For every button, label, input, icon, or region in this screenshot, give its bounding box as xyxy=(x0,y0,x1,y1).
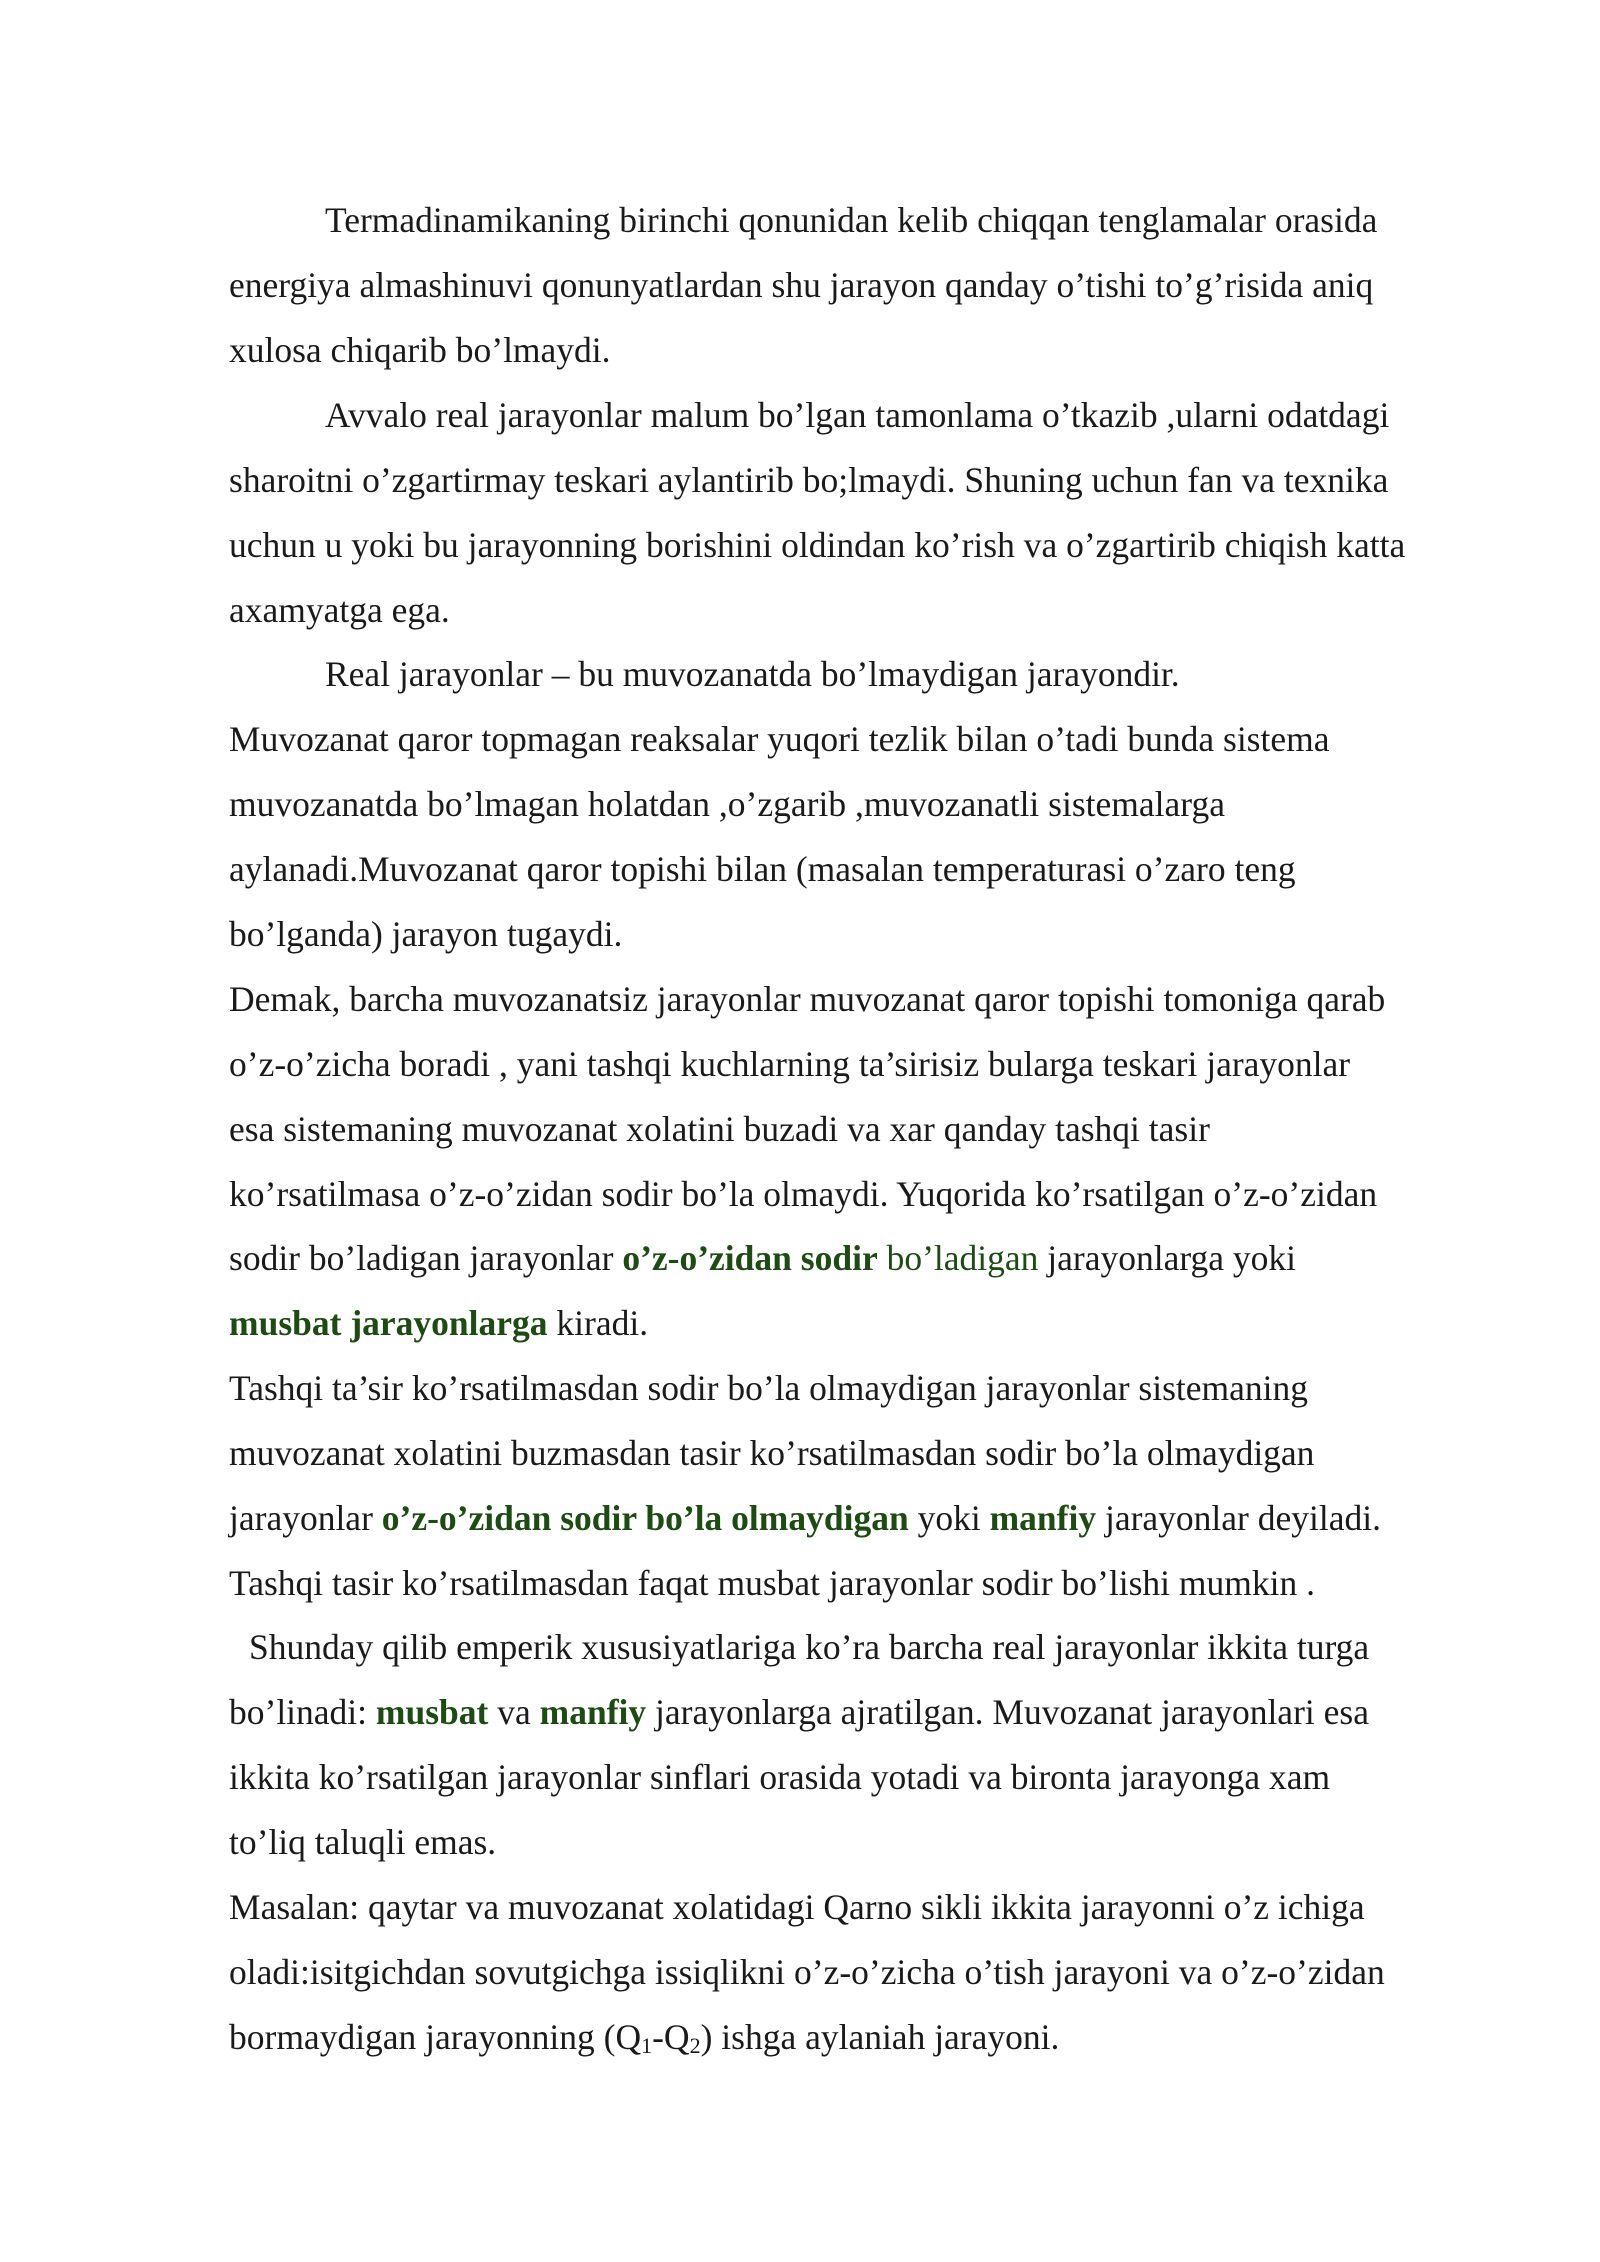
text-span: jarayonlar xyxy=(229,1498,382,1538)
text-line xyxy=(229,1688,1369,1736)
highlight-term: manfiy xyxy=(989,1498,1097,1538)
text-line: ikkita ko’rsatilgan jarayonlar sinflari orasida yotadi va bironta jarayonga xam xyxy=(229,1757,1331,1797)
text-line: Real jarayonlar – bu muvozanatda bo’lmaydigan jarayondir. xyxy=(325,654,1180,694)
text-span: ) ishga aylaniah jarayoni. xyxy=(700,2017,1060,2057)
highlight-term: musbat xyxy=(375,1692,489,1732)
text-line: ko’rsatilmasa o’z-o’zidan sodir bo’la olmaydi. Yuqorida ko’rsatilgan o’z-o’zidan xyxy=(229,1174,1378,1214)
text-span: kiradi. xyxy=(547,1303,649,1343)
text-span: bo’linadi: xyxy=(229,1692,376,1732)
highlight-term: bo’ladigan xyxy=(877,1238,1039,1278)
text-line: Avvalo real jarayonlar malum bo’lgan tamonlama o’tkazib ,ularni odatdagi xyxy=(325,395,1390,435)
text-span: bormaydigan jarayonning (Q xyxy=(229,2017,642,2057)
text-line: Demak, barcha muvozanatsiz jarayonlar muvozanat qaror topishi tomoniga qarab xyxy=(229,979,1386,1019)
text-line: muvozanatda bo’lmagan holatdan ,o’zgarib ,muvozanatli sistemalarga xyxy=(229,784,1225,824)
text-line: esa sistemaning muvozanat xolatini buzadi va xar qanday tashqi tasir xyxy=(229,1109,1210,1149)
text-span: va xyxy=(488,1692,540,1732)
highlight-term: musbat jarayonlarga xyxy=(229,1303,548,1343)
text-line: axamyatga ega. xyxy=(229,590,450,630)
text-line xyxy=(229,1299,648,1347)
text-span: jarayonlarga yoki xyxy=(1038,1238,1297,1278)
text-line: xulosa chiqarib bo’lmaydi. xyxy=(229,330,611,370)
text-line: Shunday qilib emperik xususiyatlariga ko’ra barcha real jarayonlar ikkita turga xyxy=(249,1627,1370,1667)
text-line: muvozanat xolatini buzmasdan tasir ko’rsatilmasdan sodir bo’la olmaydigan xyxy=(229,1433,1315,1473)
text-line: energiya almashinuvi qonunyatlardan shu jarayon qanday o’tishi to’g’risida aniq xyxy=(229,265,1374,305)
text-span: sodir bo’ladigan jarayonlar xyxy=(229,1238,623,1278)
subscript: 1 xyxy=(641,2033,653,2058)
text-line: bo’lganda) jarayon tugaydi. xyxy=(229,914,623,954)
text-line xyxy=(229,2013,1059,2061)
text-line: sharoitni o’zgartirmay teskari aylantirib bo;lmaydi. Shuning uchun fan va texnika xyxy=(229,460,1389,500)
text-line: Muvozanat qaror topmagan reaksalar yuqori tezlik bilan o’tadi bunda sistema xyxy=(229,719,1330,759)
subscript: 2 xyxy=(689,2033,701,2058)
text-line: o’z-o’zicha boradi , yani tashqi kuchlarning ta’sirisiz bularga teskari jarayonlar xyxy=(229,1044,1351,1084)
text-span: jarayonlarga ajratilgan. Muvozanat jarayonlari esa xyxy=(646,1692,1369,1732)
text-line: Termadinamikaning birinchi qonunidan kelib chiqqan tenglamalar orasida xyxy=(325,200,1378,240)
text-line: uchun u yoki bu jarayonning borishini oldindan ko’rish va o’zgartirib chiqish katta xyxy=(229,525,1406,565)
text-line xyxy=(229,1494,1381,1542)
text-line xyxy=(229,1234,1296,1282)
highlight-term: manfiy xyxy=(539,1692,647,1732)
text-line: to’liq taluqli emas. xyxy=(229,1822,497,1862)
highlight-term: o’z-o’zidan sodir bo’la olmaydigan xyxy=(381,1498,909,1538)
text-line: Tashqi ta’sir ko’rsatilmasdan sodir bo’la olmaydigan jarayonlar sistemaning xyxy=(229,1368,1309,1408)
text-span: yoki xyxy=(908,1498,990,1538)
text-line: aylanadi.Muvozanat qaror topishi bilan (masalan temperaturasi o’zaro teng xyxy=(229,849,1296,889)
text-span: -Q xyxy=(652,2017,690,2057)
text-line: Tashqi tasir ko’rsatilmasdan faqat musbat jarayonlar sodir bo’lishi mumkin . xyxy=(229,1563,1315,1603)
highlight-term: o’z-o’zidan sodir xyxy=(622,1238,878,1278)
text-span: jarayonlar deyiladi. xyxy=(1096,1498,1381,1538)
text-line: Masalan: qaytar va muvozanat xolatidagi Qarno sikli ikkita jarayonni o’z ichiga xyxy=(229,1887,1365,1927)
text-line: oladi:isitgichdan sovutgichga issiqlikni o’z-o’zicha o’tish jarayoni va o’z-o’zidan xyxy=(229,1952,1385,1992)
